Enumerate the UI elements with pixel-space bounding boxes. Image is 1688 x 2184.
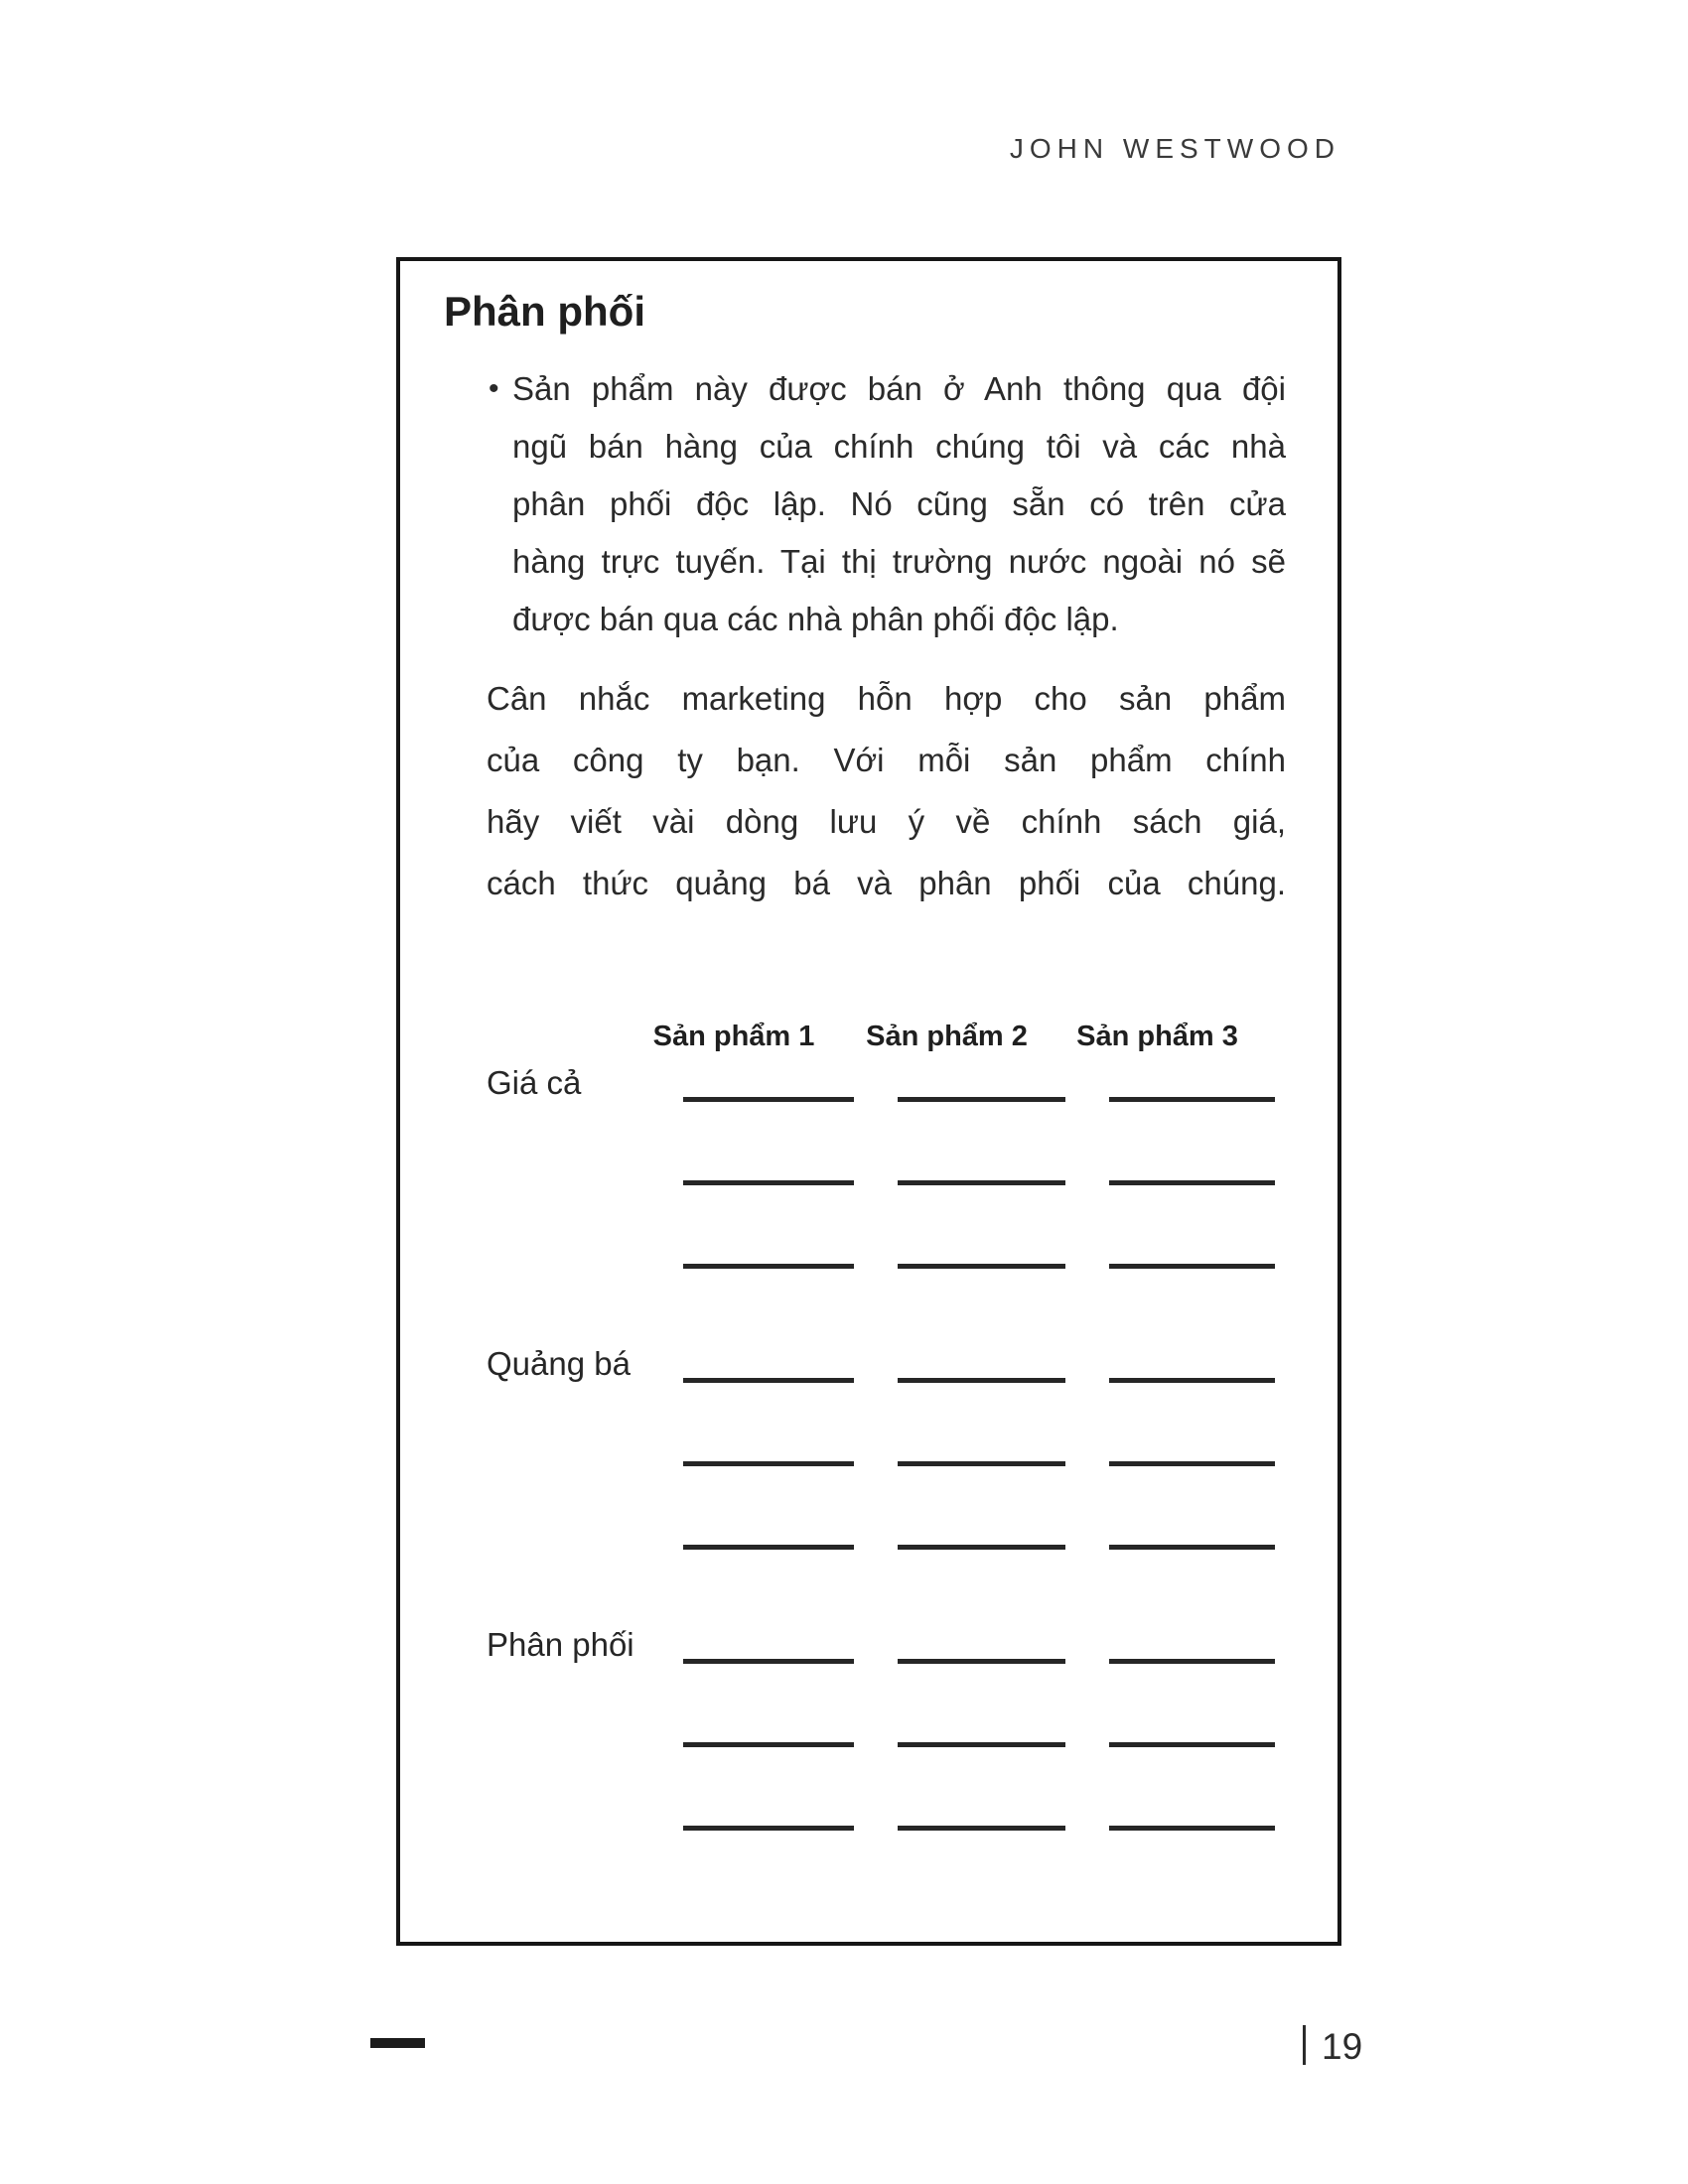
row-label-promotion: Quảng bá [487,1345,631,1382]
blank-line [1109,1742,1275,1747]
paragraph-line: Cân nhắc marketing hỗn hợp cho sản phẩm [487,680,1286,717]
row-label-price: Giá cả [487,1064,582,1101]
table-row [400,1148,1337,1185]
row-label-distribution: Phân phối [487,1626,634,1663]
table-row [400,1345,1337,1383]
panel-title: Phân phối [444,288,645,335]
table-header-row [400,1016,1337,1053]
marketing-mix-table [400,1016,1337,1831]
blank-line [683,1826,854,1831]
blank-line [1109,1264,1275,1269]
paragraph-line: của công ty bạn. Với mỗi sản phẩm chính [487,742,1286,778]
page-number [1303,2025,1362,2068]
bullet-line: Sản phẩm này được bán ở Anh thông qua đội [512,370,1286,407]
blank-line [898,1545,1065,1550]
table-row [400,1626,1337,1664]
blank-line [898,1097,1065,1102]
table-row [400,1429,1337,1466]
bullet-line: được bán qua các nhà phân phối độc lập. [512,601,1119,637]
blank-line [683,1378,854,1383]
column-header-product-2: Sản phẩm 2 [866,1021,1028,1052]
table-row [400,1064,1337,1102]
blank-line [1109,1097,1275,1102]
bullet-line: hàng trực tuyến. Tại thị trường nước ngoài nó sẽ [512,543,1286,580]
page-number-value: 19 [1322,2026,1363,2067]
blank-line [1109,1180,1275,1185]
column-header-product-3: Sản phẩm 3 [1076,1021,1238,1052]
bullet-item [489,360,1286,648]
bullet-text [512,360,1286,648]
blank-line [683,1097,854,1102]
bullet-line: phân phối độc lập. Nó cũng sẵn có trên cửa [512,485,1286,522]
paragraph-line: cách thức quảng bá và phân phối của chúng. [487,865,1286,901]
bullet-marker: • [489,372,499,405]
blank-line [683,1461,854,1466]
blank-line [898,1378,1065,1383]
blank-line [683,1545,854,1550]
blank-line [683,1264,854,1269]
table-row [400,1793,1337,1831]
blank-line [683,1180,854,1185]
blank-line [1109,1378,1275,1383]
page-number-divider [1303,2025,1306,2065]
instruction-paragraph [487,668,1286,914]
worksheet-box [396,257,1341,1946]
blank-line [898,1461,1065,1466]
blank-line [1109,1545,1275,1550]
bullet-line: ngũ bán hàng của chính chúng tôi và các nhà [512,428,1286,465]
blank-line [898,1742,1065,1747]
footer-rule [370,2038,425,2048]
table-row [400,1709,1337,1747]
blank-line [1109,1659,1275,1664]
blank-line [683,1742,854,1747]
blank-line [1109,1461,1275,1466]
running-head: JOHN WESTWOOD [1009,133,1340,164]
blank-line [1109,1826,1275,1831]
blank-line [898,1659,1065,1664]
table-row [400,1231,1337,1269]
paragraph-line: hãy viết vài dòng lưu ý về chính sách giá, [487,803,1286,840]
blank-line [898,1180,1065,1185]
blank-line [683,1659,854,1664]
column-header-product-1: Sản phẩm 1 [652,1021,815,1052]
table-row [400,1512,1337,1550]
blank-line [898,1264,1065,1269]
blank-line [898,1826,1065,1831]
